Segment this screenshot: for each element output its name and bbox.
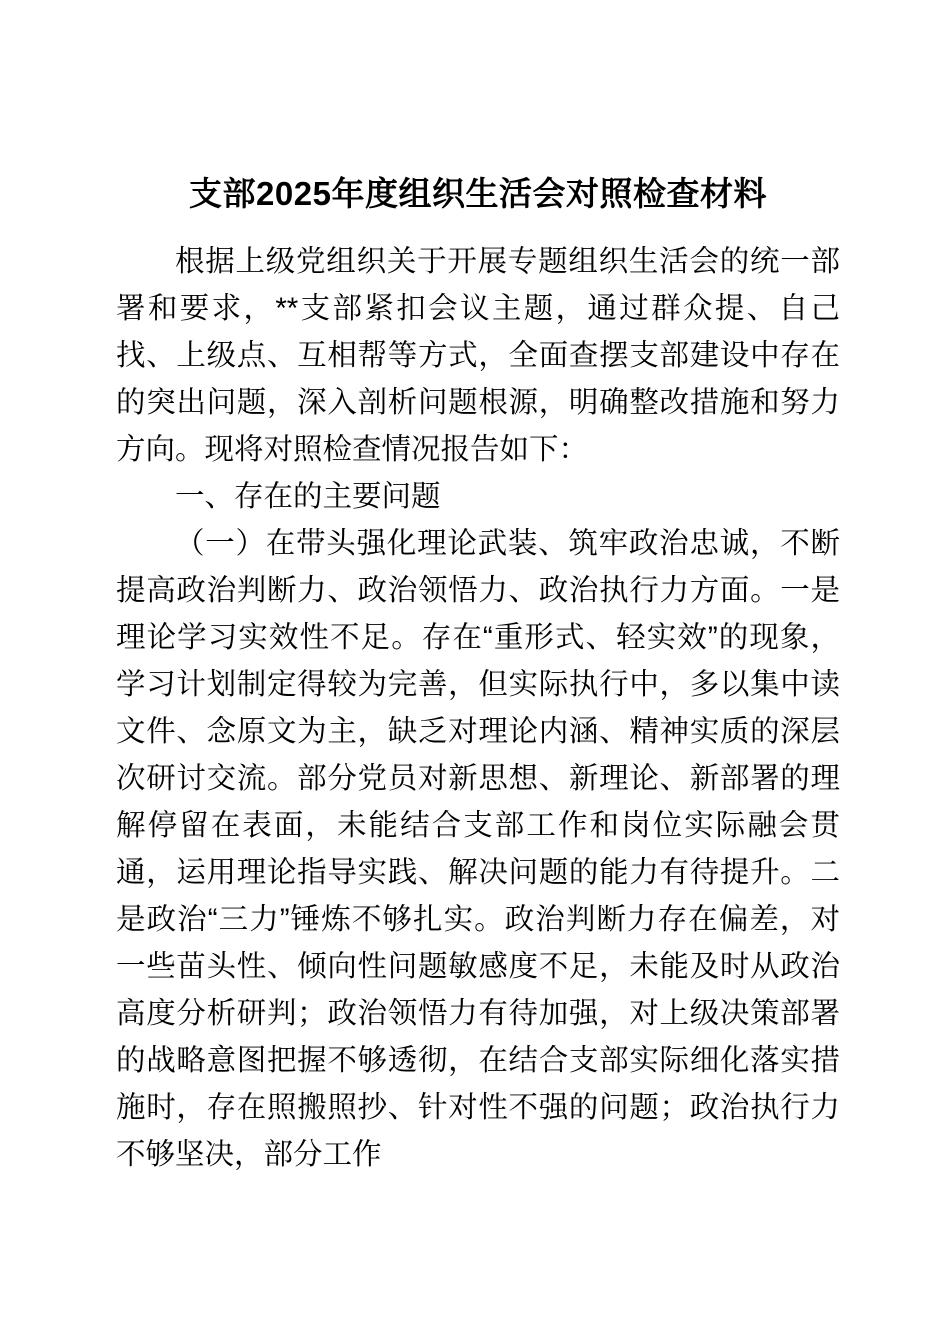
section-heading-one: 一、存在的主要问题: [175, 480, 441, 513]
paragraph-section-one-a: （一）在带头强化理论武装、筑牢政治忠诚，不断提高政治判断力、政治领悟力、政治执行力方面。一是理论学习实效性不足。存在“重形式、轻实效”的现象，学习计划制定得较为完善，但实际执行中，多以集中读文件、念原文为主，缺乏对理论内涵、精神实质的深层次研讨交流。部分党员对新思想、新理论、新部署的理解停留在表面，未能结合支部工作和岗位实际融会贯通，运用理论指导实践、解决问题的能力有待提升。二是政治“三力”锤炼不够扎实。政治判断力存在偏差，对一些苗头性、倾向性问题敏感度不足，未能及时从政治高度分析研判；政治领悟力有待加强，对上级决策部署的战略意图把握不够透彻，在结合支部实际细化落实措施时，存在照搬照抄、针对性不强的问题；政治执行力不够坚决，部分工作: [116, 527, 840, 1171]
document-title: 支部2025年度组织生活会对照检查材料: [189, 175, 767, 212]
paragraph-intro: 根据上级党组织关于开展专题组织生活会的统一部署和要求，**支部紧扣会议主题，通过群众提、自己找、上级点、互相帮等方式，全面查摆支部建设中存在的突出问题，深入剖析问题根源，明确整改措施和努力方向。现将对照检查情况报告如下：: [116, 245, 840, 466]
document-body: [116, 168, 840, 1178]
